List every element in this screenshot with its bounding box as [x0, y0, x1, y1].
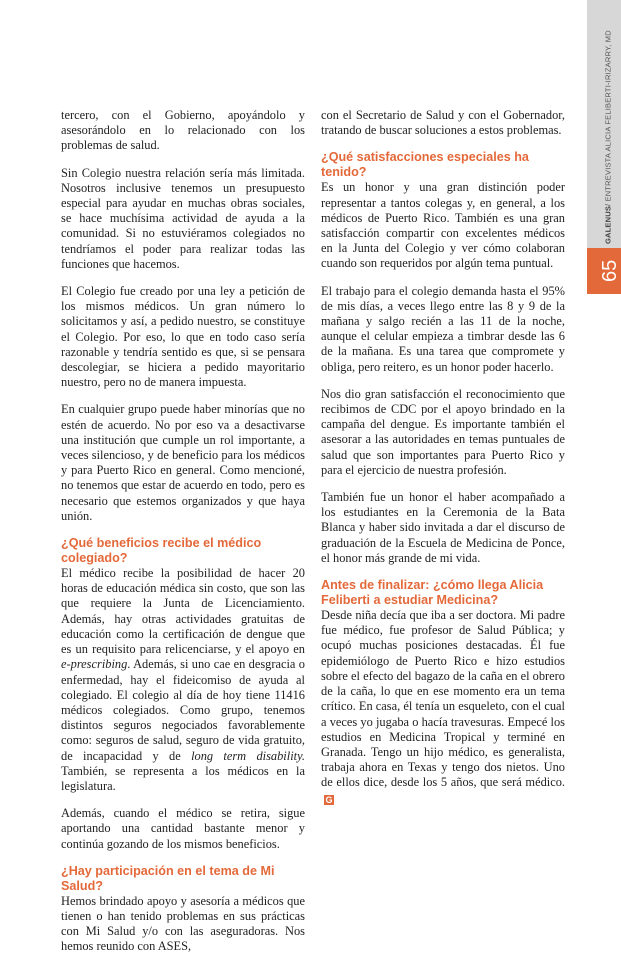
paragraph: tercero, con el Gobierno, apoyándolo y asesorándolo en lo relacionado con los problemas de salud.	[61, 108, 305, 153]
text-run: El médico recibe la posibilidad de hacer 20 horas de educación médica sin costo, que son las que requiere la Junta de Licenciamiento. Además, hay otras actividades gratuitas de educación como la certificación de dengue que es un requisito para relicenciarse, y el apoyo en	[61, 566, 305, 657]
paragraph: El Colegio fue creado por una ley a petición de los mismos médicos. Un gran número lo solicitamos y así, a pedido nuestro, se constituye el Colegio. Por eso, lo que en todo caso sería razonable y tendría sentido es que, si se pensara descolegiar, se hiciera a pedido mayoritario nuestro, pero no de manera impuesta.	[61, 284, 305, 390]
text-run: También, se representa a los médicos en la legislatura.	[61, 763, 305, 793]
sidebar-gray-band	[587, 0, 621, 248]
paragraph	[61, 566, 305, 794]
end-of-article-icon: G	[325, 794, 333, 805]
paragraph: También fue un honor el haber acompañado a los estudiantes en la Ceremonia de la Bata Blanca y haber sido invitada a dar el discurso de graduación de la Escuela de Medicina de Ponce, el honor más grande de mi vida.	[321, 490, 565, 565]
italic-term: long term disability.	[191, 748, 305, 763]
left-column	[61, 108, 305, 967]
section-heading: ¿Hay participación en el tema de Mi Salud?	[61, 863, 275, 893]
paragraph: El trabajo para el colegio demanda hasta el 95% de mis días, a veces llego entre las 8 y 9 de la mañana y salgo recién a las 11 de la noche, aunque el celular empieza a timbrar desde las 6 de la mañana. Es una tarea que compromete y obliga, pero reitero, es un honor poder hacerlo.	[321, 283, 565, 374]
paragraph: Sin Colegio nuestra relación sería más limitada. Nosotros inclusive tenemos un presupuesto especial para ayudar en muchas obras sociales, se hace muchísima actividad de ayuda a la comunidad. Si no estuviéramos colegiados no tendríamos el poder para realizar todas las funciones que hacemos.	[61, 165, 305, 271]
paragraph	[321, 608, 565, 806]
paragraph: Además, cuando el médico se retira, sigue aportando una cantidad bastante menor y continúa gozando de los mismos beneficios.	[61, 806, 305, 851]
paragraph: Hemos brindado apoyo y asesoría a médicos que tienen o han tenido problemas en sus prácticas con Mi Salud y/o con las aseguradoras. Nos hemos reunido con ASES,	[61, 893, 305, 954]
section-heading: ¿Qué satisfacciones especiales ha tenido?	[321, 150, 529, 180]
section-heading: ¿Qué beneficios recibe el médico colegiado?	[61, 536, 262, 566]
running-head-magazine: GALENUS	[603, 205, 613, 244]
section-heading: Antes de finalizar: ¿cómo llega Alicia Feliberti a estudiar Medicina?	[321, 578, 544, 608]
running-head-title: / ENTREVISTA ALICIA FELIBERTI-IRIZARRY, MD	[603, 30, 613, 206]
paragraph: Es un honor y una gran distinción poder representar a tantos colegas y, en general, a los médicos de Puerto Rico. También es una gran satisfacción compartir con excelentes médicos en la Junta del Colegio y ver cómo colaboran cuando son requeridos por algún tema puntual.	[321, 180, 565, 271]
running-head	[601, 30, 615, 244]
italic-term: e-prescribing	[61, 657, 128, 672]
page-sidebar	[587, 0, 621, 802]
text-run: . Además, si uno cae en desgracia o enfermedad, hay el fideicomiso de ayuda al colegiado. El colegio al día de hoy tiene 11416 médicos colegiados. Como grupo, tenemos distintos seguros negociados favorablemente como: seguros de salud, seguro de vida gratuito, de incapacidad y de	[61, 657, 305, 763]
page-number: 65	[599, 259, 621, 283]
paragraph: con el Secretario de Salud y con el Gobernador, tratando de buscar soluciones a estos problemas.	[321, 108, 565, 138]
page-number-box	[587, 248, 621, 294]
paragraph: En cualquier grupo puede haber minorías que no estén de acuerdo. No por eso va a desactivarse una institución que cumple un rol importante, a veces silencioso, y de beneficio para los médicos y para Puerto Rico en general. Como mencioné, no tenemos que estar de acuerdo en todo, pero es necesario que estemos organizados y que haya unión.	[61, 402, 305, 523]
right-column	[321, 108, 565, 818]
text-run: Desde niña decía que iba a ser doctora. Mi padre fue médico, fue profesor de Salud Pública; y ocupó muchas posiciones destacadas. Él fue epidemiólogo de Puerto Rico e hizo estudios sobre el efecto del bagazo de la caña en el obrero de la caña, lo que en ese momento era un tema crítico. En casa, él tenía un esqueleto, con el cual a veces yo jugaba o hacía travesuras. Empecé los estudios en Medicina Tropical y terminé en Granada. Tengo un hijo médico, es generalista, trabaja ahora en Texas y tengo dos nietos. Uno de ellos dice, desde los 5 años, que será médico.	[321, 608, 565, 790]
paragraph: Nos dio gran satisfacción el reconocimiento que recibimos de CDC por el apoyo brindado en la campaña del dengue. Es importante también el asesorar a las autoridades en temas puntuales de salud que son importantes para Puerto Rico y para el ejercicio de nuestra profesión.	[321, 386, 565, 477]
